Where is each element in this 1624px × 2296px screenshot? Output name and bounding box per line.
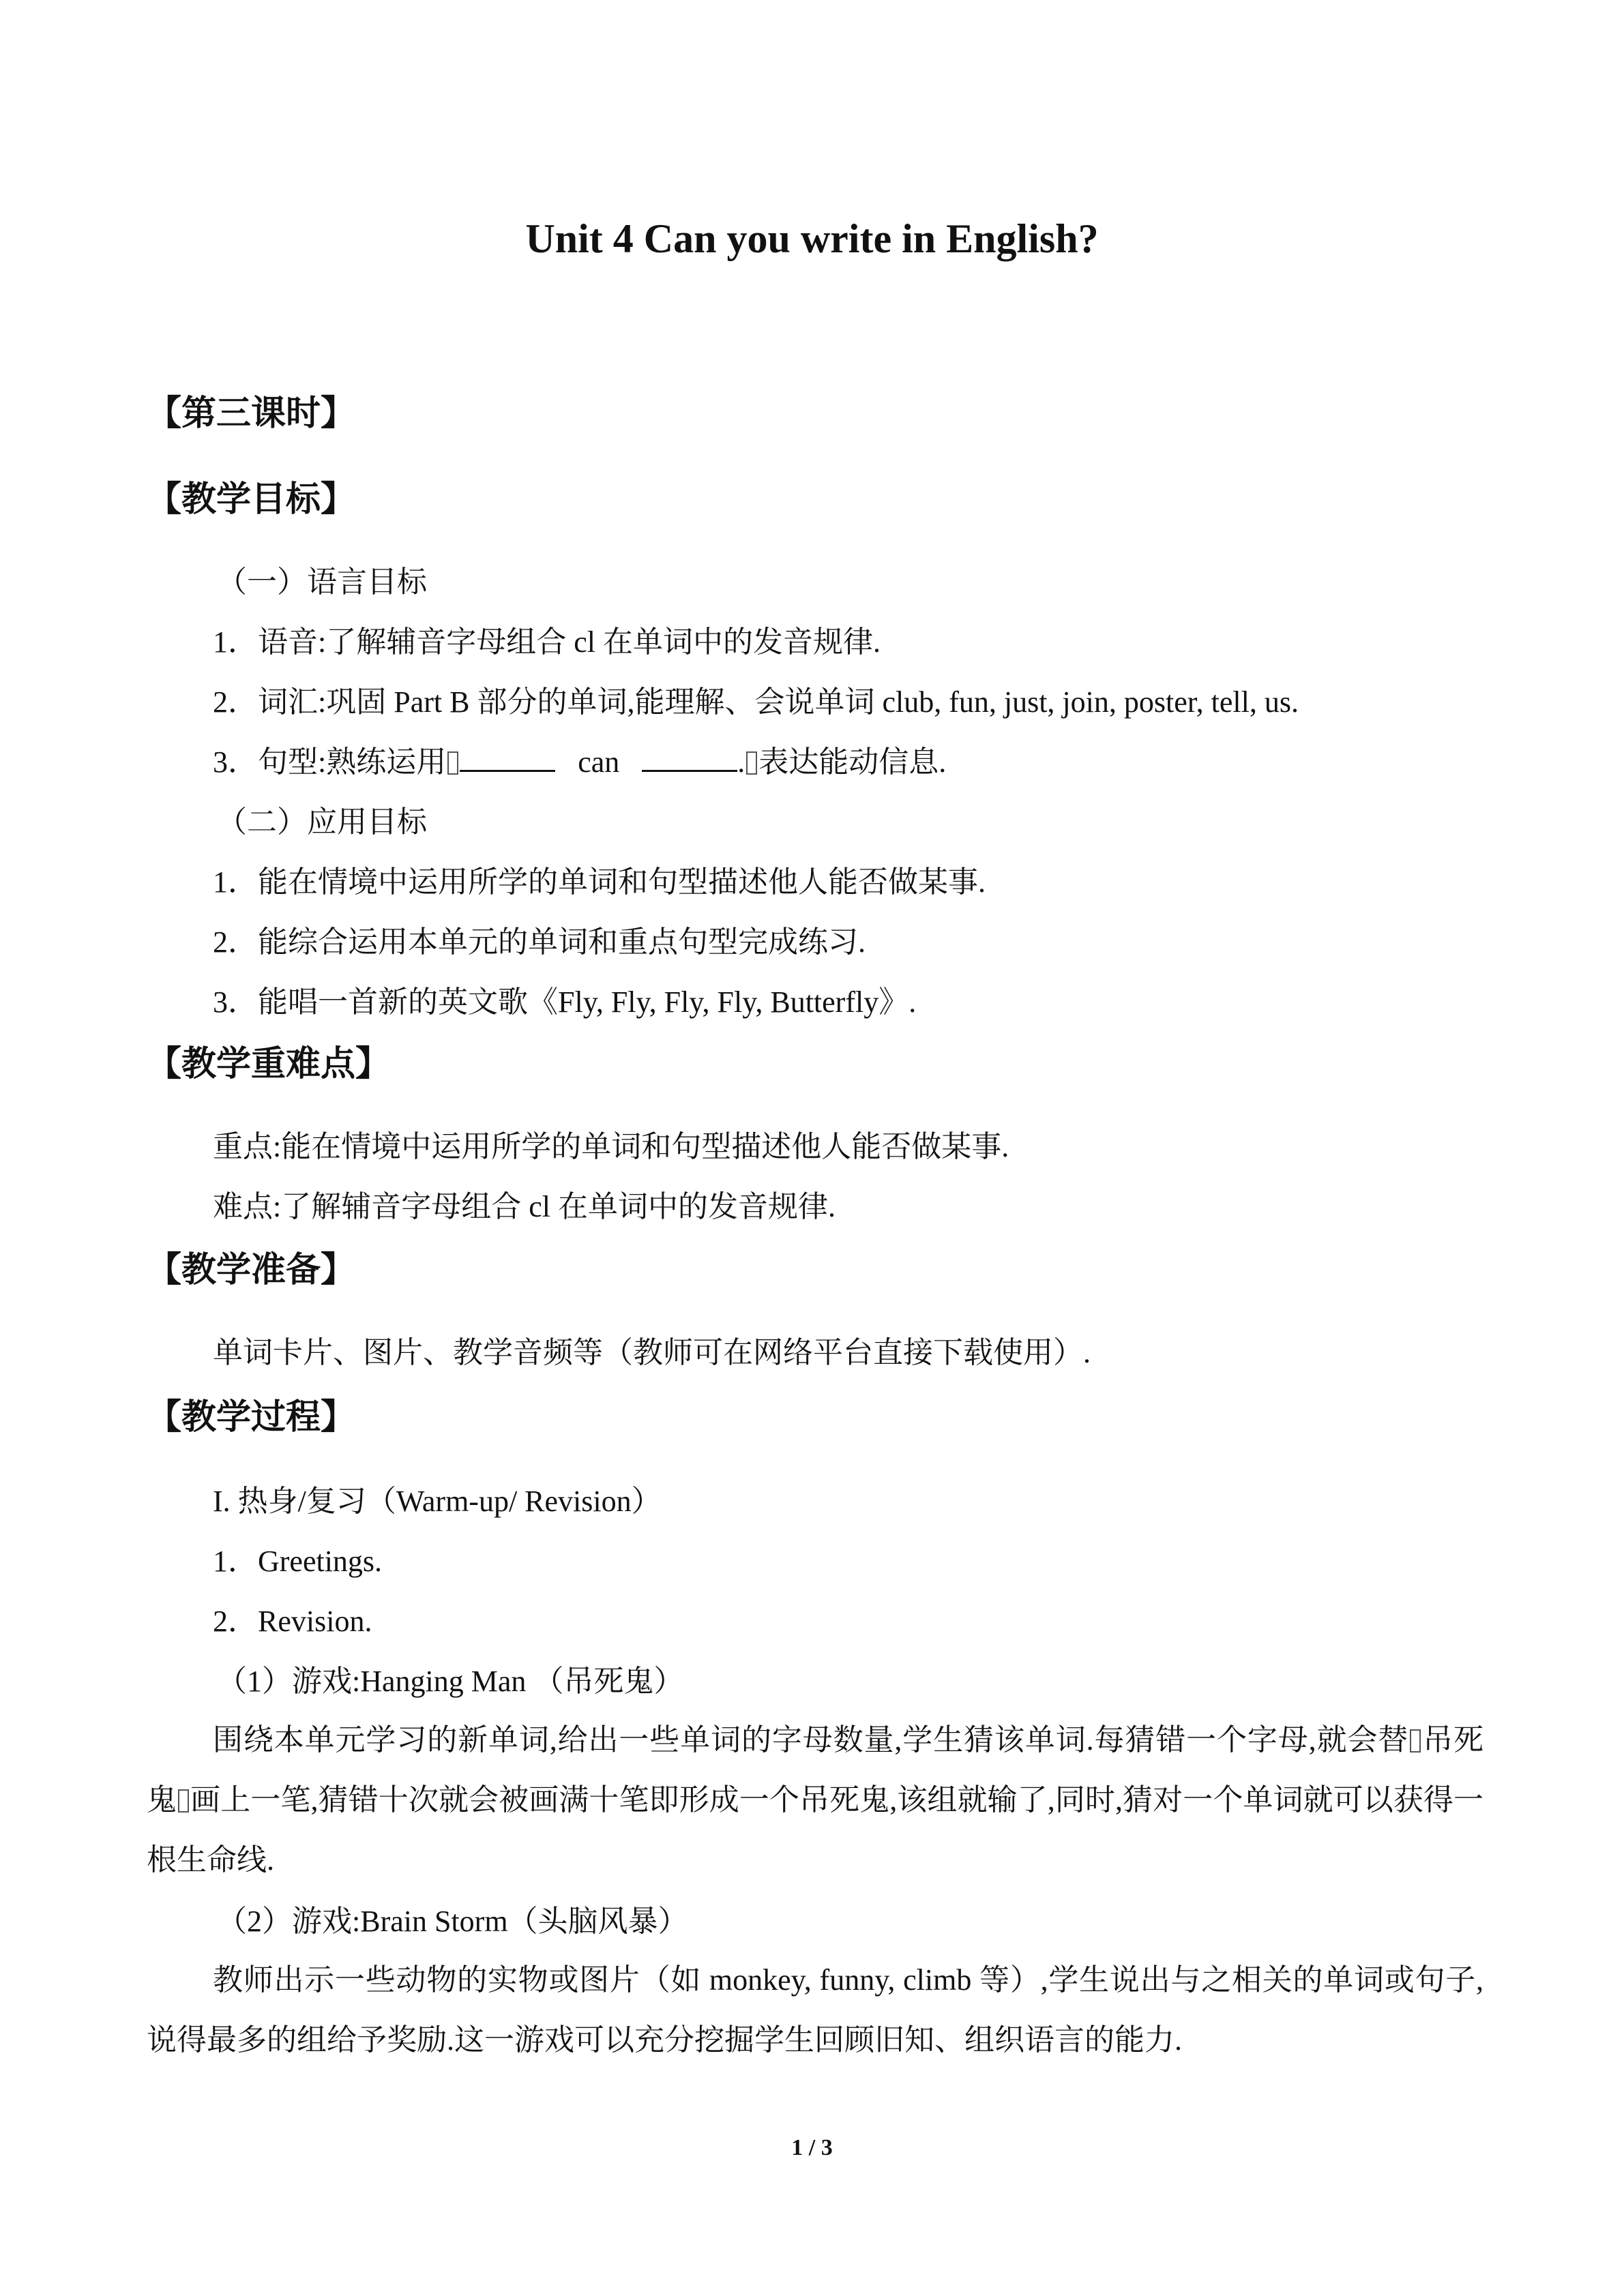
key-point-focus: 重点:能在情境中运用所学的单词和句型描述他人能否做某事.: [213, 1130, 1009, 1163]
heading-objectives: 【教学目标】: [147, 479, 356, 520]
objective-application-heading: （二）应用目标: [217, 805, 427, 839]
page-number: 1 / 3: [791, 2135, 833, 2160]
objective-language-1: 1．语音:了解辅音字母组合 cl 在单词中的发音规律.: [213, 625, 881, 659]
missing-glyph-icon: [1410, 1729, 1421, 1753]
objective-language-heading: （一）语言目标: [217, 565, 427, 599]
preparation-text: 单词卡片、图片、教学音频等（教师可在网络平台直接下载使用）.: [213, 1336, 1091, 1369]
objective-application-1: 1．能在情境中运用所学的单词和句型描述他人能否做某事.: [213, 865, 986, 899]
objective-language-3-prefix: 3．句型:熟练运用: [213, 745, 447, 779]
fill-blank: [642, 744, 737, 772]
heading-process: 【教学过程】: [147, 1397, 356, 1437]
fill-blank: [460, 744, 555, 772]
missing-glyph-icon: [178, 1789, 189, 1813]
game-2-description: 教师出示一些动物的实物或图片（如 monkey, funny, climb 等）,学生说出与之相关的单词或句子,说得最多的组给予奖励.这一游戏可以充分挖掘学生回顾旧知、组织语言的能力.: [147, 1963, 1483, 2057]
game-1-text-b: 吊死鬼: [147, 1723, 1484, 1817]
process-greetings: 1．Greetings.: [213, 1545, 383, 1578]
game-1-title: （1）游戏:Hanging Man （吊死鬼）: [217, 1665, 684, 1698]
objective-language-3-mid: can: [578, 745, 620, 779]
key-point-difficulty: 难点:了解辅音字母组合 cl 在单词中的发音规律.: [213, 1190, 836, 1223]
process-revision: 2．Revision.: [213, 1605, 372, 1638]
objective-language-2: 2．词汇:巩固 Part B 部分的单词,能理解、会说单词 club, fun, just, join, poster, tell, us.: [213, 685, 1299, 719]
missing-glyph-icon: [447, 751, 458, 775]
game-1-text-a: 围绕本单元学习的新单词,给出一些单词的字母数量,学生猜该单词.每猜错一个字母,就会替: [213, 1723, 1409, 1757]
objective-application-3: 3．能唱一首新的英文歌《Fly, Fly, Fly, Fly, Butterfly》.: [213, 985, 917, 1019]
heading-lesson: 【第三课时】: [147, 393, 356, 434]
heading-key-points: 【教学重难点】: [147, 1044, 391, 1084]
document-title: Unit 4 Can you write in English?: [525, 216, 1099, 261]
objective-application-2: 2．能综合运用本单元的单词和重点句型完成练习.: [213, 925, 866, 959]
heading-preparation: 【教学准备】: [147, 1250, 356, 1290]
objective-language-3-suffix: 表达能动信息.: [758, 745, 947, 779]
game-1-description: [147, 1710, 1483, 1890]
missing-glyph-icon: [746, 751, 757, 775]
game-2-title: （2）游戏:Brain Storm（头脑风暴）: [217, 1905, 688, 1938]
objective-language-3: 3．句型:熟练运用 can . 表达能动信息.: [213, 745, 947, 779]
process-step-1: I. 热身/复习（Warm-up/ Revision）: [213, 1485, 662, 1518]
game-1-text-c: 画上一笔,猜错十次就会被画满十笔即形成一个吊死鬼,该组就输了,同时,猜对一个单词就可以获得一根生命线.: [147, 1783, 1484, 1877]
